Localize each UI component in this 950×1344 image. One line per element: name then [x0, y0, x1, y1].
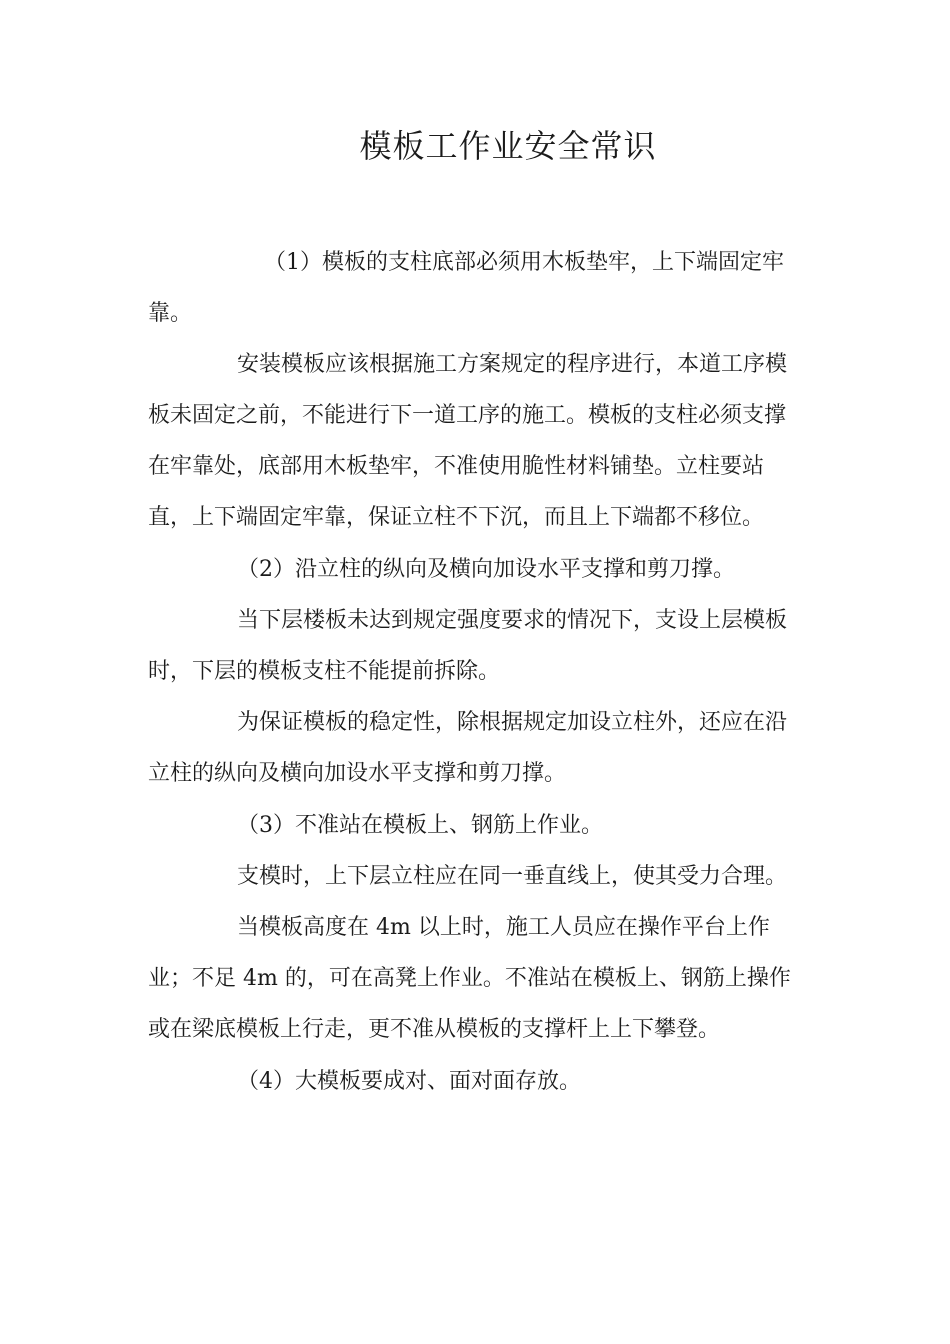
body-line: 或在梁底模板上行走，更不准从模板的支撑杆上上下攀登。	[148, 1017, 721, 1042]
body-line: 支模时，上下层立柱应在同一垂直线上，使其受力合理。	[237, 864, 788, 889]
body-line: 为保证模板的稳定性，除根据规定加设立柱外，还应在沿	[237, 710, 788, 735]
body-line: （1）模板的支柱底部必须用木板垫牢，上下端固定牢	[264, 250, 784, 275]
document-title: 模板工作业安全常识	[359, 127, 657, 165]
body-line: 当下层楼板未达到规定强度要求的情况下，支设上层模板	[237, 608, 788, 633]
body-line: 靠。	[148, 301, 193, 326]
body-line: 直，上下端固定牢靠，保证立柱不下沉，而且上下端都不移位。	[148, 505, 765, 530]
body-line: 立柱的纵向及横向加设水平支撑和剪刀撑。	[148, 761, 567, 786]
body-line: （4）大模板要成对、面对面存放。	[237, 1069, 581, 1094]
body-line: （2）沿立柱的纵向及横向加设水平支撑和剪刀撑。	[237, 557, 735, 582]
body-line: 时，下层的模板支柱不能提前拆除。	[148, 659, 501, 684]
body-line: 业；不足 4m 的，可在高凳上作业。不准站在模板上、钢筋上操作	[148, 966, 791, 991]
body-line: （3）不准站在模板上、钢筋上作业。	[237, 813, 603, 838]
body-line: 安装模板应该根据施工方案规定的程序进行，本道工序模	[237, 352, 788, 377]
body-line: 当模板高度在 4m 以上时，施工人员应在操作平台上作	[237, 915, 770, 940]
body-line: 板未固定之前，不能进行下一道工序的施工。模板的支柱必须支撑	[148, 403, 787, 428]
body-line: 在牢靠处，底部用木板垫牢，不准使用脆性材料铺垫。立柱要站	[148, 454, 765, 479]
